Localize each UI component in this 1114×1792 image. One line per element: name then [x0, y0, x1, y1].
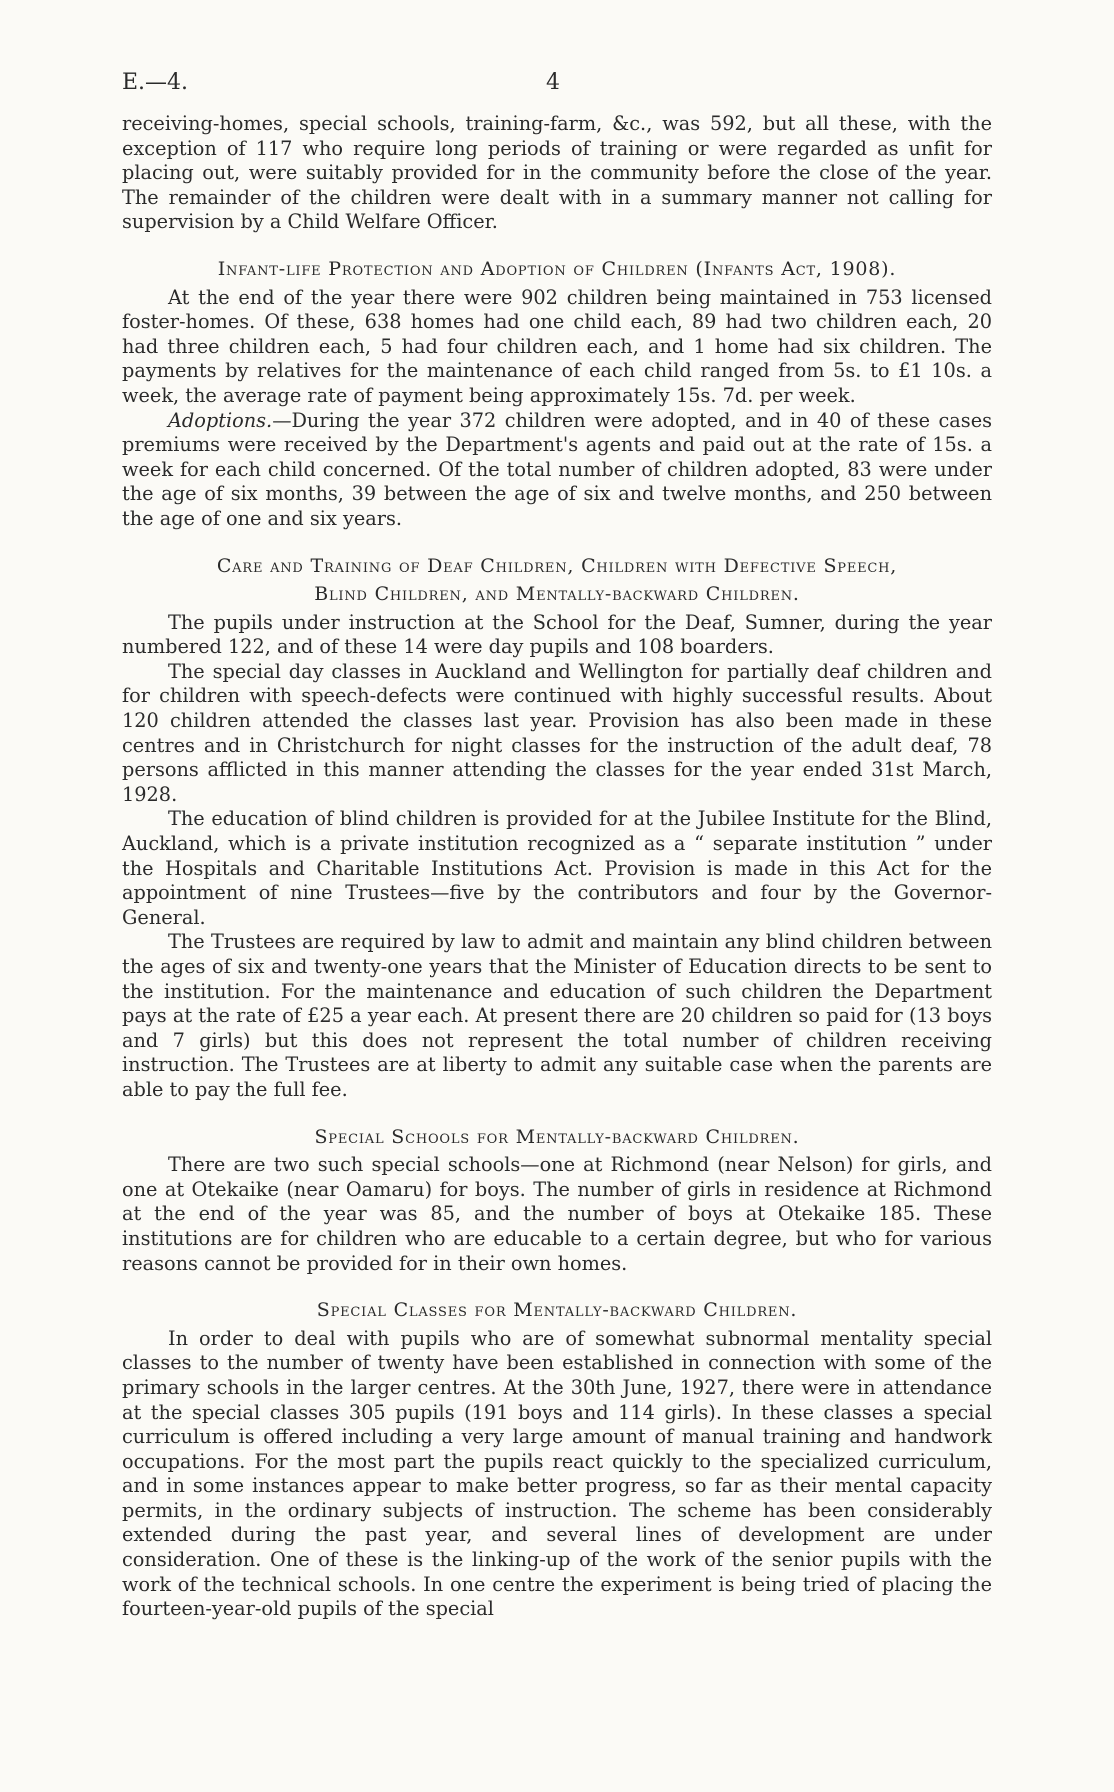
adoptions-text: —During the year 372 children were adopted, and in 40 of these cases premiums were received by the Department's agents and paid out at the rate of 15s. a week for each child concerned. Of the total number of children adopted, 83 were under the age of six months, 39 between the age of six and twelve months, and 250 between the age of one and six years. — [122, 408, 992, 530]
paragraph-trustees: The Trustees are required by law to admit and maintain any blind children between the ages of six and twenty-one years that the Minister of Education directs to be sent to the institution. For the maintenance and education of such children the Department pays at the rate of £25 a year each. At present there are 20 children so paid for (13 boys and 7 girls) but this does not represent the total number of children receiving instruction. The Trustees are at liberty to admit any suitable case when the parents are able to pay the full fee. — [122, 930, 992, 1101]
paragraph-adoptions — [122, 409, 992, 532]
page-number: 4 — [546, 70, 560, 95]
paragraph-special-classes: In order to deal with pupils who are of somewhat subnormal mentality special classes to the number of twenty have been established in connection with some of the primary schools in the larger centres. At the 30th June, 1927, there were in attendance at the special classes 305 pupils (191 boys and 114 girls). In these classes a special curriculum is offered including a very large amount of manual training and handwork occupations. For the most part the pupils react quickly to the specialized curriculum, and in some instances appear to make better progress, so far as their mental capacity permits, in the ordinary subjects of instruction. The scheme has been considerably extended during the past year, and several lines of development are under consideration. One of these is the linking-up of the work of the senior pupils with the work of the technical schools. In one centre the experiment is being tried of placing the fourteen-year-old pupils of the special — [122, 1326, 992, 1621]
section-heading-deaf-children-line2: Blind Children, and Mentally-backward Children. — [314, 583, 800, 606]
document-reference: E.—4. — [122, 70, 189, 95]
paragraph-school-for-deaf: The pupils under instruction at the School for the Deaf, Sumner, during the year numbered 122, and of these 14 were day pupils and 108 boarders. — [122, 610, 992, 659]
paragraph-foster-homes: At the end of the year there were 902 children being maintained in 753 licensed foster-homes. Of these, 638 homes had one child each, 89 had two children each, 20 had three children each, 5 had four children each, and 1 home had six children. The payments by relatives for the maintenance of each child ranged from 5s. to £1 10s. a week, the average rate of payment being approximately 15s. 7d. per week. — [122, 285, 992, 407]
paragraph-day-classes: The special day classes in Auckland and Wellington for partially deaf children and for children with speech-defects were continued with highly successful results. About 120 children attended the classes last year. Provision has also been made in these centres and in Christchurch for night classes for the instruction of the adult deaf, 78 persons afflicted in this manner attending the classes for the year ended 31st March, 1928. — [122, 659, 992, 806]
paragraph-blind-education: The education of blind children is provided for at the Jubilee Institute for the Blind, Auckland, which is a private institution recognized as a “ separate institution ” under the Hospitals and Charitable Institutions Act. Provision is made in this Act for the appointment of nine Trustees—five by the contributors and four by the Governor-General. — [122, 807, 992, 929]
section-heading-infant-life: Infant-life Protection and Adoption of Children (Infants Act, 1908). — [217, 257, 897, 280]
page-header — [122, 70, 992, 100]
adoptions-lead: Adoptions. — [168, 408, 273, 432]
paragraph-continued: receiving-homes, special schools, training-farm, &c., was 592, but all these, with the exception of 117 who require long periods of training or were regarded as unfit for placing out, were suitably provided for in the community before the close of the year. The remainder of the children were dealt with in a summary manner not calling for supervision by a Child Welfare Officer. — [122, 112, 992, 234]
section-heading-special-classes: Special Classes for Mentally-backward Children. — [316, 1299, 798, 1322]
paragraph-special-schools: There are two such special schools—one at Richmond (near Nelson) for girls, and one at Otekaike (near Oamaru) for boys. The number of girls in residence at Richmond at the end of the year was 85, and the number of boys at Otekaike 185. These institutions are for children who are educable to a certain degree, but who for various reasons cannot be provided for in their own homes. — [122, 1153, 992, 1275]
document-body — [122, 112, 992, 1622]
section-heading-deaf-children: Care and Training of Deaf Children, Children with Defective Speech, — [216, 554, 898, 577]
section-heading-special-schools: Special Schools for Mentally-backward Children. — [314, 1125, 800, 1148]
